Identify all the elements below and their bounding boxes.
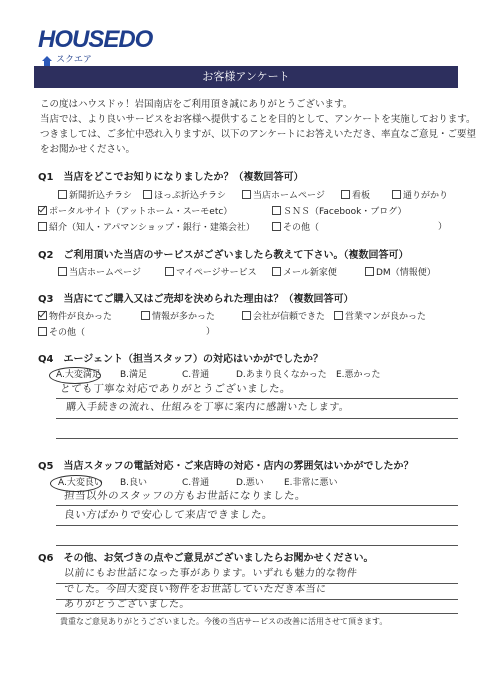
q4-rating[interactable]: B.満足 [120, 370, 148, 380]
survey-title-bar: お客様アンケート [34, 66, 458, 88]
checkbox[interactable] [392, 190, 401, 199]
q3-label: Q3 当店にてご購入又はご売却を決められた理由は？（複数回答可） [38, 294, 354, 305]
intro-line: 当店では、より良いサービスをお客様へ提供することを目的として、アンケートを実施しております。 [40, 114, 476, 125]
q3-option[interactable]: 情報が多かった [141, 311, 215, 323]
q1-option[interactable]: ＳＮＳ（Facebook・ブログ） [272, 206, 407, 218]
checkbox[interactable] [58, 267, 67, 276]
q4-label: Q4 エージェント（担当スタッフ）の対応はいかがでしたか？ [38, 354, 324, 365]
q1-option[interactable]: 通りがかり [392, 190, 448, 202]
q2-option[interactable]: マイページサービス [165, 267, 257, 279]
q1-option[interactable]: ほっぷ折込チラシ [143, 190, 226, 202]
answer-line [56, 418, 458, 419]
answer-line [56, 398, 458, 399]
q1-option[interactable]: その他（ [272, 222, 319, 234]
q2-label: Q2 ご利用頂いた当店のサービスがございましたら教えて下さい。（複数回答可） [38, 250, 409, 261]
logo-subtitle: スクエア [56, 55, 92, 65]
q5-rating[interactable]: A.大変良い [58, 478, 103, 488]
answer-line [56, 438, 458, 439]
checkbox-checked[interactable] [38, 311, 47, 320]
q4-rating[interactable]: D.あまり良くなかった [236, 370, 327, 380]
q5-rating[interactable]: B.良い [120, 478, 148, 488]
q4-answer-line: とても丁寧な対応でありがとうございました。 [59, 383, 292, 395]
q6-label: Q6 その他、お気づきの点やご意見がございましたらお聞かせください。 [38, 553, 374, 564]
checkbox[interactable] [272, 222, 281, 231]
logo-wordmark: HOUSEDO [38, 26, 153, 53]
checkbox[interactable] [341, 190, 350, 199]
checkbox[interactable] [365, 267, 374, 276]
checkbox[interactable] [58, 190, 67, 199]
q2-option[interactable]: DM（情報便） [365, 267, 436, 279]
checkbox[interactable] [38, 327, 47, 336]
checkbox[interactable] [141, 311, 150, 320]
q3-option[interactable]: 営業マンが良かった [334, 311, 426, 323]
checkbox[interactable] [242, 190, 251, 199]
q3-option[interactable]: 会社が信頼できた [242, 311, 325, 323]
q1-option[interactable]: 当店ホームページ [242, 190, 325, 202]
intro-text [40, 97, 477, 157]
checkbox[interactable] [143, 190, 152, 199]
q4-rating[interactable]: A.大変満足 [56, 370, 101, 380]
q1-option[interactable]: ポータルサイト（アットホーム・スーモetc） [38, 206, 232, 218]
q2-option[interactable]: メール新家便 [272, 267, 337, 279]
q1-label: Q1 当店をどこでお知りになりましたか？（複数回答可） [38, 172, 304, 183]
q5-answer-line: 良い方ばかりで安心して来店できました。 [63, 509, 274, 521]
checkbox[interactable] [334, 311, 343, 320]
checkbox[interactable] [272, 206, 281, 215]
q1-option[interactable]: 新聞折込チラシ [58, 190, 132, 202]
intro-line: つきましては、ご多忙中恐れ入りますが、以下のアンケートにお答えいただき、率直なご意見・ご要望 [40, 129, 477, 140]
answer-line [56, 613, 458, 614]
q5-rating[interactable]: C.普通 [182, 478, 210, 488]
q3-option[interactable]: 物件が良かった [38, 311, 112, 323]
intro-line: この度はハウスドゥ！岩国南店をご利用頂き誠にありがとうございます。 [40, 99, 353, 110]
q6-answer-line: ありがとうございました。 [63, 599, 191, 610]
q1-option[interactable]: 紹介（知人・アパマンショップ・銀行・建築会社） [38, 222, 255, 234]
q5-answer-line: 担当以外のスタッフの方もお世話になりました。 [63, 490, 307, 502]
checkbox[interactable] [242, 311, 251, 320]
q5-label: Q5 当店スタッフの電話対応・ご来店時の対応・店内の雰囲気はいかがでしたか？ [38, 461, 414, 472]
q4-rating[interactable]: E.悪かった [336, 370, 381, 380]
paren-close: ） [206, 327, 216, 337]
logo [38, 26, 153, 65]
q1-option[interactable]: 看板 [341, 190, 370, 202]
q5-rating[interactable]: E.非常に悪い [284, 478, 338, 488]
checkbox[interactable] [38, 222, 47, 231]
q2-option[interactable]: 当店ホームページ [58, 267, 141, 279]
checkbox[interactable] [165, 267, 174, 276]
q5-rating[interactable]: D.悪い [236, 478, 264, 488]
answer-line [56, 545, 458, 546]
q3-option[interactable]: その他（ [38, 327, 85, 339]
answer-line [56, 525, 458, 526]
paren-close: ） [438, 222, 448, 232]
checkbox-checked[interactable] [38, 206, 47, 215]
intro-line: をお聞かせください。 [40, 144, 136, 155]
q4-rating[interactable]: C.普通 [182, 370, 210, 380]
footer-thanks: 貴重なご意見ありがとうございました。今後の当店サービスの改善に活用させて頂きます。 [60, 617, 388, 626]
q6-answer-line: でした。今回大変良い物件をお世話していただき本当に [63, 584, 328, 595]
q6-answer-line: 以前にもお世話になった事があります。いずれも魅力的な物件 [63, 568, 358, 579]
house-mark-icon [42, 56, 52, 66]
answer-line [56, 505, 458, 506]
q4-answer-line: 購入手続きの流れ、仕組みを丁寧に案内に感謝いたします。 [65, 402, 350, 413]
checkbox[interactable] [272, 267, 281, 276]
